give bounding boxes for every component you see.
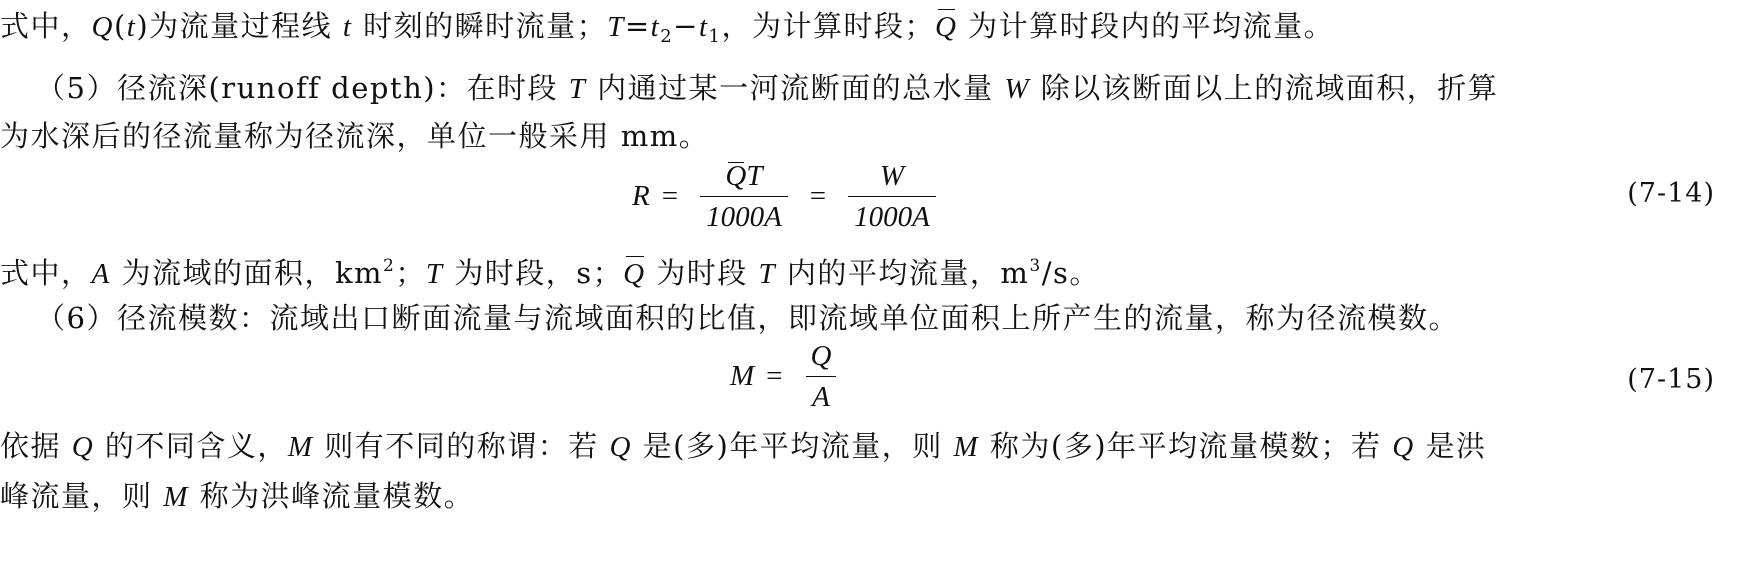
var-m: M <box>730 360 755 392</box>
text: 称为(多)年平均流量模数；若 <box>979 429 1393 463</box>
var-q-bar: Q <box>935 7 957 47</box>
equals-sign: = <box>624 9 651 43</box>
para-m-naming-line1 <box>0 426 1486 467</box>
text: 除以该断面以上的流域面积，折算 <box>1030 71 1499 105</box>
var-q: Q <box>609 431 632 463</box>
var-t2: t <box>650 11 661 43</box>
text: ； <box>395 256 426 290</box>
text: 依据 <box>0 429 72 463</box>
var-capital-t: T <box>425 258 444 290</box>
denominator: 1000A <box>848 196 936 233</box>
text: )为流量过程线 <box>136 9 343 43</box>
var-capital-t: T <box>746 160 763 192</box>
text: 的不同含义， <box>94 429 288 463</box>
var-capital-t: T <box>568 73 587 105</box>
subscript: 1 <box>708 26 722 47</box>
text: 称为洪峰流量模数。 <box>188 479 475 513</box>
var-t: t <box>342 11 353 43</box>
var-q: Q <box>1392 431 1415 463</box>
numerator: Q <box>810 340 832 372</box>
text: 为时段，s； <box>443 256 624 290</box>
var-q-bar: Q <box>623 254 645 294</box>
text: 为时段 <box>645 256 759 290</box>
text: 为流域的面积，km <box>110 256 384 290</box>
equals-sign: = <box>661 180 679 212</box>
var-w: W <box>1004 73 1031 105</box>
text: 式中， <box>0 9 92 43</box>
minus-sign: − <box>673 9 699 43</box>
subscript: 2 <box>660 26 674 47</box>
var-r: R <box>632 180 650 212</box>
text: 峰流量，则 <box>0 479 164 513</box>
text: （6）径流模数：流域出口断面流量与流域面积的比值，即流域单位面积上所产生的流量，称为径流模数。 <box>36 301 1459 335</box>
text: /s。 <box>1041 256 1100 290</box>
text: ( <box>113 9 127 43</box>
denominator: 1000A <box>700 196 788 233</box>
var-q: Q <box>71 431 95 463</box>
superscript: 2 <box>383 256 396 276</box>
text: 内的平均流量，m <box>776 256 1030 290</box>
text: 为水深后的径流量称为径流深，单位一般采用 mm。 <box>0 119 710 153</box>
para-m-naming-line2 <box>0 476 474 517</box>
superscript: 3 <box>1029 256 1042 276</box>
text: 则有不同的称谓：若 <box>313 429 610 463</box>
text: ，为计算时段； <box>721 9 935 43</box>
var-t: t <box>126 11 137 43</box>
text: 是(多)年平均流量，则 <box>631 429 954 463</box>
equals-sign: = <box>766 360 783 392</box>
var-m: M <box>287 431 314 463</box>
equation-number-7-15: (7-15) <box>1627 364 1715 395</box>
numerator: W <box>879 160 905 192</box>
text: 为计算时段内的平均流量。 <box>957 9 1335 43</box>
var-m: M <box>163 481 189 513</box>
para-runoff-depth-line1 <box>36 68 1498 109</box>
text: 是洪 <box>1414 429 1487 463</box>
fraction-q-over-a <box>805 340 838 413</box>
text: 式中， <box>0 256 92 290</box>
equals-sign: = <box>809 180 827 212</box>
para-runoff-depth-line2 <box>0 116 709 156</box>
equation-7-15 <box>730 340 847 413</box>
para-variable-definitions <box>0 246 1100 294</box>
denominator: A <box>806 376 836 413</box>
text: 内通过某一河流断面的总水量 <box>586 71 1005 105</box>
var-capital-t: T <box>607 11 625 43</box>
fraction-qt-over-1000a <box>700 160 788 233</box>
equation-number-7-14: (7-14) <box>1627 178 1715 209</box>
var-t1: t <box>698 11 709 43</box>
numerator <box>719 160 768 196</box>
var-q: Q <box>91 11 114 43</box>
var-q-bar: Q <box>725 160 747 192</box>
var-m: M <box>953 431 980 463</box>
text: （5）径流深(runoff depth)：在时段 <box>36 71 569 105</box>
para-runoff-modulus <box>36 298 1459 338</box>
para-qt-definition <box>0 6 1334 57</box>
equation-7-14 <box>632 160 946 233</box>
fraction-w-over-1000a <box>848 160 936 233</box>
var-capital-t: T <box>758 258 777 290</box>
text: 时刻的瞬时流量； <box>352 9 608 43</box>
var-a: A <box>91 258 111 290</box>
